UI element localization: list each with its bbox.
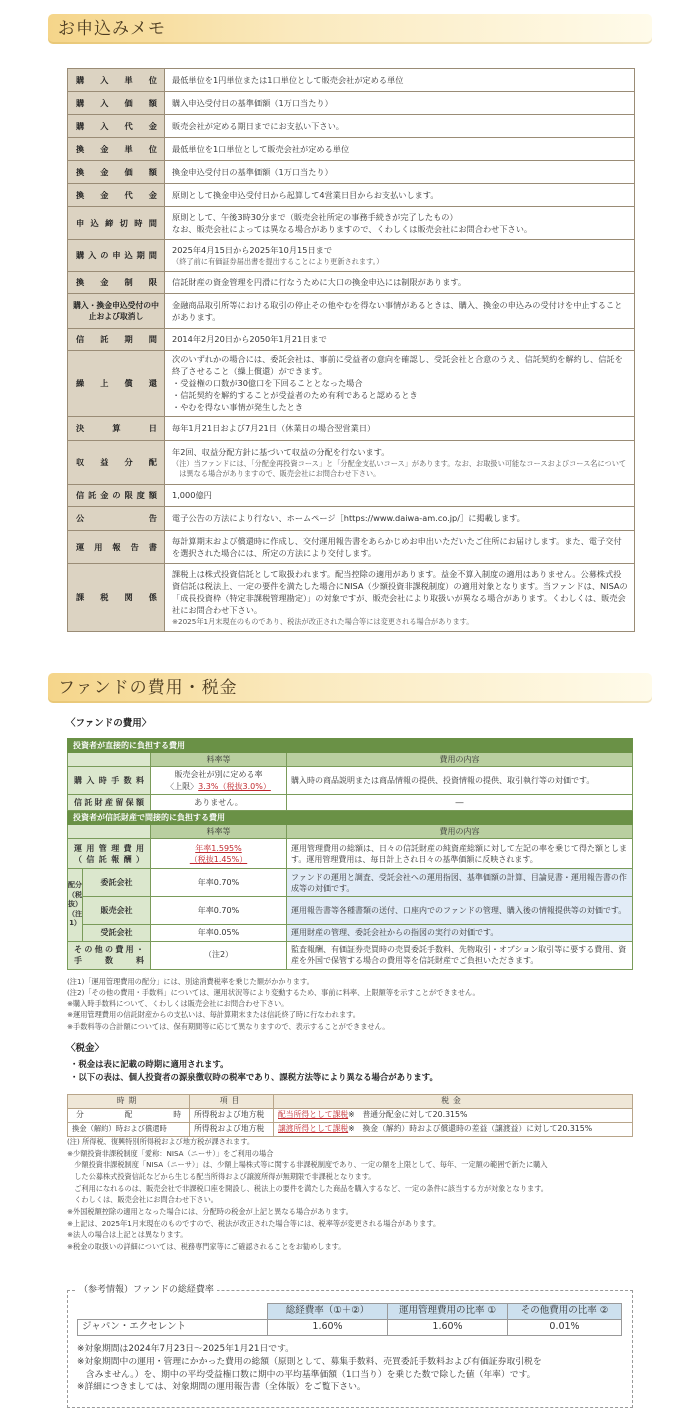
tax-subheading: 〈税金〉 xyxy=(66,1043,105,1054)
memo-row xyxy=(68,69,635,92)
tax-notes xyxy=(67,1136,548,1253)
reference-header: 運用管理費用の比率 ① xyxy=(388,1304,508,1320)
fee-content: 監査報酬、有価証券売買時の売買委託手数料、先物取引・オプション取引等に要する費用、資産を外国で保管する場合の費用等を信託財産でご負担いただきます。 xyxy=(287,941,633,969)
costs-title: ファンドの費用・税金 xyxy=(58,678,238,698)
memo-row xyxy=(68,441,635,485)
fee-note: (注1)「運用管理費用の配分」には、別途消費税率を乗じた額がかかります。 xyxy=(67,977,314,986)
memo-row xyxy=(68,272,635,294)
tax-header-row xyxy=(68,1095,633,1109)
tax-mark: ※ xyxy=(348,1123,355,1133)
fee-label-line: 運用管理費用 xyxy=(74,843,144,853)
memo-value: 信託財産の資金管理を円滑に行なうために大口の換金申込には制限があります。 xyxy=(165,272,635,294)
fee-header-content: 費用の内容 xyxy=(287,753,633,767)
memo-value: 毎年1月21日および7月21日（休業日の場合翌営業日） xyxy=(165,417,635,441)
tax-item: 所得税および地方税 xyxy=(190,1108,274,1122)
fee-rate-line: 販売会社が別に定める率 xyxy=(174,770,263,780)
fee-header-blank xyxy=(68,753,151,767)
tax-note: (注) 所得税、復興特別所得税および地方税が課されます。 xyxy=(67,1137,255,1146)
reference-header-blank xyxy=(78,1304,268,1320)
memo-row xyxy=(68,138,635,161)
memo-label: 換金制限 xyxy=(68,272,165,294)
memo-text: 2025年4月15日から2025年10月15日まで xyxy=(172,244,333,255)
memo-value: 毎計算期末および償還時に作成し、交付運用報告書をあらかじめお申出いただいたご住所にお届けします。また、電子交付を選択された場合には、所定の方法により交付します。 xyxy=(165,531,635,564)
memo-row xyxy=(68,329,635,351)
memo-value: 販売会社が定める期日までにお支払い下さい。 xyxy=(165,115,635,138)
tax-note: ※外国税額控除の適用となった場合には、分配時の税金が上記と異なる場合があります。 xyxy=(67,1206,353,1216)
memo-label: 決算日 xyxy=(68,417,165,441)
memo-text: 年2回、収益分配方針に基づいて収益の分配を行ないます。 xyxy=(172,446,390,457)
memo-note: （終了前に有価証券届出書を提出することにより更新されます。） xyxy=(172,256,384,266)
reference-note: ※詳細につきましては、対象期間の運用報告書（全体版）をご覧下さい。 xyxy=(77,1382,366,1393)
memo-label: 信託金の限度額 xyxy=(68,485,165,507)
memo-row xyxy=(68,240,635,272)
reference-header: 総経費率（①＋②） xyxy=(268,1304,388,1320)
tax-note: ご利用になれるのは、販売会社で非課税口座を開設し、税法上の要件を満たした商品を購入するなど、一定の条件に該当する方が対象となります。 xyxy=(67,1183,548,1193)
fee-alloc-rate: 年率0.70% xyxy=(151,897,287,925)
tax-header: 項目 xyxy=(190,1095,274,1109)
memo-value xyxy=(165,207,635,240)
fee-rate xyxy=(151,839,287,869)
fee-label xyxy=(68,941,151,969)
fee-row xyxy=(68,794,633,810)
fee-rate-prefix: 〈上限〉 xyxy=(166,781,199,791)
reference-box xyxy=(67,1285,633,1408)
fee-alloc-content: 運用報告書等各種書類の送付、口座内でのファンドの管理、購入後の情報提供等の対価です。 xyxy=(287,897,633,925)
reference-header-row xyxy=(78,1304,622,1320)
tax-red: 配当所得として課税 xyxy=(278,1109,349,1119)
tax-period: 分配時 xyxy=(68,1108,190,1122)
tax-note: ※上記は、2025年1月末現在のものですので、税法が改正された場合等には、税率等が変更される場合があります。 xyxy=(67,1218,441,1228)
fee-rate: ありません。 xyxy=(151,794,287,810)
fee-note: ※運用管理費用の信託財産からの支払いは、毎計算期末または信託終了時に行なわれます。 xyxy=(67,1010,360,1020)
tax-period: 換金（解約）時および償還時 xyxy=(68,1122,190,1136)
memo-label: 公告 xyxy=(68,507,165,531)
tax-red: 譲渡所得として課税 xyxy=(278,1123,349,1133)
memo-label: 信託期間 xyxy=(68,329,165,351)
memo-value xyxy=(165,351,635,417)
tax-row xyxy=(68,1108,633,1122)
section-heading-costs xyxy=(48,673,652,703)
fee-content: 運用管理費用の総額は、日々の信託財産の純資産総額に対して左記の率を乗じて得た額とします。運用管理費用は、毎日計上され日々の基準価額に反映されます。 xyxy=(287,839,633,869)
memo-label: 購入・換金申込受付の中止および取消し xyxy=(68,294,165,329)
tax-mark: ※ xyxy=(348,1109,355,1119)
memo-value: 換金申込受付日の基準価額（1万口当たり） xyxy=(165,161,635,184)
fee-alloc-label: 配分（税抜）（注1） xyxy=(68,869,83,941)
fee-rate xyxy=(151,767,287,794)
memo-bullet: ・やむを得ない事情が発生したとき xyxy=(172,401,304,412)
memo-value: 2014年2月20日から2050年1月21日まで xyxy=(165,329,635,351)
memo-text: なお、販売会社によっては異なる場合がありますので、くわしくは販売会社にお問合わせ下さい。 xyxy=(172,223,533,234)
fee-alloc-content: ファンドの運用と調査、受託会社への運用指図、基準価額の計算、目論見書・運用報告書の作成等の対価です。 xyxy=(287,869,633,897)
tax-note: 少額投資非課税制度「NISA（ニーサ）」は、少額上場株式等に関する非課税制度であり、一定の額を上限として、毎年、一定額の範囲で新たに購入 xyxy=(67,1160,548,1170)
memo-label: 換金代金 xyxy=(68,184,165,207)
fee-content: ― xyxy=(287,794,633,810)
fee-alloc-rate: 年率0.05% xyxy=(151,925,287,941)
fee-rate-line: （税抜1.45%） xyxy=(189,854,248,864)
fee-label-line: 手数料 xyxy=(74,956,144,965)
fee-alloc-name: 受託会社 xyxy=(83,925,151,941)
tax-note: ※少額投資非課税制度「愛称：NISA（ニーサ）」をご利用の場合 xyxy=(67,1148,274,1158)
memo-label: 運用報告書 xyxy=(68,531,165,564)
reference-fund-name: ジャパン・エクセレント xyxy=(78,1319,268,1335)
fee-alloc-content: 運用財産の管理、委託会社からの指図の実行の対価です。 xyxy=(287,925,633,941)
fee-band-direct: 投資者が直接的に負担する費用 xyxy=(68,739,633,753)
memo-label: 申込締切時間 xyxy=(68,207,165,240)
memo-note: （注）当ファンドには、「分配金再投資コース」と「分配金支払いコース」があります。なお、お取扱い可能なコースおよびコース名については異なる場合がありますので、販売会社にお問合わせ下さい。 xyxy=(172,458,627,478)
tax-note: くわしくは、販売会社にお問合わせ下さい。 xyxy=(67,1195,218,1205)
memo-value: 最低単位を1口単位として販売会社が定める単位 xyxy=(165,138,635,161)
tax-desc xyxy=(274,1108,633,1122)
fee-rate-max: 3.3%（税抜3.0%） xyxy=(198,781,271,791)
tax-desc xyxy=(274,1122,633,1136)
memo-value xyxy=(165,441,635,485)
memo-label: 繰上償還 xyxy=(68,351,165,417)
fee-notes xyxy=(67,976,480,1032)
tax-item: 所得税および地方税 xyxy=(190,1122,274,1136)
memo-value: 1,000億円 xyxy=(165,485,635,507)
fee-subheading: 〈ファンドの費用〉 xyxy=(66,718,152,729)
fee-row xyxy=(68,869,633,897)
fee-label-line: （信託報酬） xyxy=(74,854,144,864)
fee-header-row xyxy=(68,825,633,839)
memo-row xyxy=(68,417,635,441)
fee-rate: （注2） xyxy=(151,941,287,969)
tax-note: ※法人の場合は上記とは異なります。 xyxy=(67,1230,188,1240)
memo-text: 次のいずれかの場合には、委託会社は、事前に受益者の意向を確認し、受託会社と合意のうえ、信託契約を解約し、信託を終了させること（繰上償還）ができます。 xyxy=(172,354,623,377)
memo-table xyxy=(67,68,635,632)
fee-row xyxy=(68,941,633,969)
fee-row xyxy=(68,839,633,869)
reference-note: ※対象期間中の運用・管理にかかった費用の総額（原則として、募集手数料、売買委託手数料および有価証券取引税を xyxy=(77,1356,542,1367)
memo-row xyxy=(68,207,635,240)
tax-header: 時期 xyxy=(68,1095,190,1109)
memo-value: 購入申込受付日の基準価額（1万口当たり） xyxy=(165,92,635,115)
memo-label: 課税関係 xyxy=(68,564,165,632)
fee-header-rate: 料率等 xyxy=(151,825,287,839)
memo-row xyxy=(68,531,635,564)
reference-note: 含みません。）を、期中の平均受益権口数に期中の平均基準価額（1口当り）を乗じた数で除した値（年率）です。 xyxy=(77,1369,536,1380)
fee-note: ※手数料等の合計額については、保有期間等に応じて異なりますので、表示することができません。 xyxy=(67,1021,390,1031)
fee-header-rate: 料率等 xyxy=(151,753,287,767)
reference-table xyxy=(77,1303,622,1336)
memo-value: 金融商品取引所等における取引の停止その他やむを得ない事情があるときは、購入、換金の申込みの受付けを中止することがあります。 xyxy=(165,294,635,329)
tax-desc-text: 普通分配金に対して20.315% xyxy=(362,1109,468,1119)
memo-row xyxy=(68,564,635,632)
reference-total-ratio: 1.60% xyxy=(268,1319,388,1335)
fee-row xyxy=(68,925,633,941)
memo-value: 最低単位を1円単位または1口単位として販売会社が定める単位 xyxy=(165,69,635,92)
memo-row xyxy=(68,485,635,507)
fee-label xyxy=(68,839,151,869)
tax-desc-text: 換金（解約）時および償還時の差益（譲渡益）に対して20.315% xyxy=(362,1123,593,1133)
reference-notes xyxy=(77,1343,542,1394)
memo-value: 原則として換金申込受付日から起算して4営業日目からお支払いします。 xyxy=(165,184,635,207)
reference-mgmt-ratio: 1.60% xyxy=(388,1319,508,1335)
fee-header-content: 費用の内容 xyxy=(287,825,633,839)
tax-table xyxy=(67,1094,633,1137)
memo-value xyxy=(165,564,635,632)
fee-header-row xyxy=(68,753,633,767)
memo-row xyxy=(68,507,635,531)
reference-title: （参考情報）ファンドの総経費率 xyxy=(76,1285,217,1297)
memo-bullet: ・受益権の口数が30億口を下回ることとなった場合 xyxy=(172,378,363,389)
tax-bullet: ・税金は表に記載の時期に適用されます。 xyxy=(70,1059,229,1069)
reference-row xyxy=(78,1319,622,1335)
fee-band-indirect: 投資者が信託財産で間接的に負担する費用 xyxy=(68,810,633,824)
reference-other-ratio: 0.01% xyxy=(508,1319,622,1335)
fee-alloc-name: 委託会社 xyxy=(83,869,151,897)
section-heading-memo xyxy=(48,14,652,44)
memo-label: 換金価額 xyxy=(68,161,165,184)
memo-row xyxy=(68,294,635,329)
tax-row xyxy=(68,1122,633,1136)
fee-band xyxy=(68,739,633,753)
memo-label: 購入価額 xyxy=(68,92,165,115)
memo-bullet: ・信託契約を解約することが受益者のため有利であると認めるとき xyxy=(172,389,418,400)
memo-value: 電子公告の方法により行ない、ホームページ［https://www.daiwa-am.co.jp/］に掲載します。 xyxy=(165,507,635,531)
memo-label: 購入単位 xyxy=(68,69,165,92)
tax-header: 税金 xyxy=(274,1095,633,1109)
memo-row xyxy=(68,351,635,417)
fee-label-line: その他の費用・ xyxy=(74,944,144,954)
tax-note: ※税金の取扱いの詳細については、税務専門家等にご確認されることをお勧めします。 xyxy=(67,1241,346,1251)
fee-rate-line: 年率1.595% xyxy=(195,843,242,853)
fee-row xyxy=(68,767,633,794)
memo-label: 購入の申込期間 xyxy=(68,240,165,272)
reference-note: ※対象期間は2024年7月23日～2025年1月21日です。 xyxy=(77,1344,294,1354)
fee-content: 購入時の商品説明または商品情報の提供、投資情報の提供、取引執行等の対価です。 xyxy=(287,767,633,794)
tax-bullet: ・以下の表は、個人投資者の源泉徴収時の税率であり、課税方法等により異なる場合があります。 xyxy=(70,1072,438,1083)
fee-band xyxy=(68,810,633,824)
memo-text: 課税上は株式投資信託として取扱われます。配当控除の適用があります。益金不算入制度の適用はありません。公募株式投資信託は税法上、一定の要件を満たした場合にNISA（少額投資非課税制度）の適用対象となります。当ファンドは、NISAの「成長投資枠（特定非課税管理勘定）」の対象ですが、販売会社により取扱いが異なる場合があります。くわしくは、販売会社にお問合わせ下さい。 xyxy=(172,569,628,615)
memo-row xyxy=(68,161,635,184)
fee-header-blank xyxy=(68,825,151,839)
fee-note: ※購入時手数料について、くわしくは販売会社にお問合わせ下さい。 xyxy=(67,999,289,1009)
reference-header: その他費用の比率 ② xyxy=(508,1304,622,1320)
memo-value xyxy=(165,240,635,272)
tax-note: した公募株式投資信託などから生じる配当所得および譲渡所得が無期限で非課税となります。 xyxy=(67,1171,376,1181)
memo-label: 購入代金 xyxy=(68,115,165,138)
tax-bullets xyxy=(70,1058,438,1085)
memo-row xyxy=(68,92,635,115)
memo-text: 原則として、午後3時30分まで（販売会社所定の事務手続きが完了したもの） xyxy=(172,211,458,222)
fee-alloc-rate: 年率0.70% xyxy=(151,869,287,897)
fee-row xyxy=(68,897,633,925)
fee-label: 購入時手数料 xyxy=(68,767,151,794)
fee-note: (注2)「その他の費用・手数料」については、運用状況等により変動するため、事前に料率、上限額等を示すことができません。 xyxy=(67,988,480,998)
fee-rate-line xyxy=(155,781,282,792)
memo-label: 換金単位 xyxy=(68,138,165,161)
memo-row xyxy=(68,115,635,138)
memo-label: 収益分配 xyxy=(68,441,165,485)
memo-row xyxy=(68,184,635,207)
fee-label: 信託財産留保額 xyxy=(68,794,151,810)
fee-table xyxy=(67,738,633,970)
memo-title: お申込みメモ xyxy=(58,19,166,39)
fee-alloc-name: 販売会社 xyxy=(83,897,151,925)
memo-note: ※2025年1月末現在のものであり、税法が改正された場合等には変更される場合があります。 xyxy=(172,616,474,626)
